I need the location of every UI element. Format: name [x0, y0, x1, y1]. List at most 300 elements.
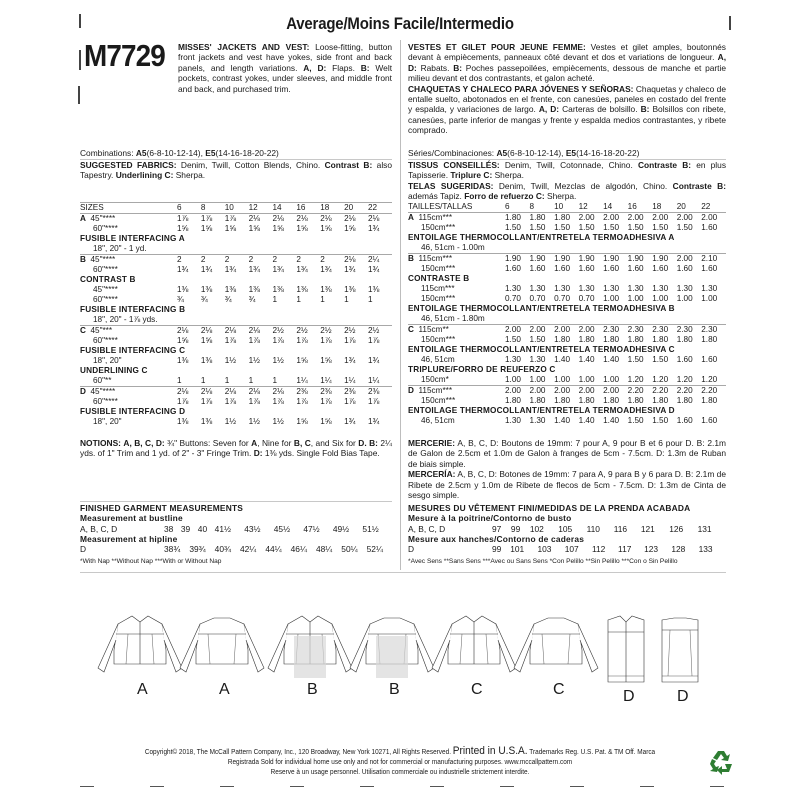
cell: 121 [640, 523, 655, 534]
cell: 1.00 [676, 294, 693, 303]
table-row [408, 254, 726, 265]
fabrics-fr-text: Denim, Twill, Cotonnade, Chino. [504, 160, 633, 170]
cell: 1.90 [628, 254, 653, 265]
cell: 1.20 [676, 375, 693, 384]
table-row [80, 315, 392, 326]
cell: 1⅜ [368, 285, 380, 294]
section-text: 46, 51cm - 1.00m [421, 243, 485, 252]
fabrics-es-contrast-label: Contraste B: [672, 180, 726, 191]
section-text: 18", 20" - 1⅞ yds. [93, 315, 158, 324]
cell: 1.00 [578, 375, 595, 384]
cell: 1⅜ [224, 285, 237, 294]
cell: 2⅛ [320, 214, 344, 225]
width-label: 60"**** [93, 224, 118, 233]
cell: 1.80 [652, 396, 669, 405]
cell: 1.30 [505, 416, 521, 425]
desc-spanish [408, 84, 726, 136]
desc-es-b-text: Bolsillos con ribete, canesúes, parte inferior de mangas y frente y espalda medios contrastantes, y ribete comprado. [408, 104, 727, 136]
fabrics-underlining-text: Sherpa. [175, 170, 206, 181]
cell: 1.60 [505, 264, 521, 273]
width-label: 45"**** [90, 214, 116, 223]
cell: 1⅞ [296, 336, 308, 345]
cell: 2¼ [368, 255, 392, 266]
printed-in-usa: Printed in U.S.A. [452, 745, 528, 757]
cell: 2.30 [701, 325, 726, 336]
cell: 2.00 [554, 386, 579, 397]
cell: 2⅜ [320, 387, 344, 398]
cell: 1¼ [344, 376, 356, 385]
cell: 1⅞ [248, 397, 261, 406]
table-row [80, 326, 392, 337]
cell: 1.50 [627, 355, 644, 364]
cell: 1⅝ [296, 356, 308, 365]
section-title: ENTOILAGE THERMOCOLLANT/ENTRETELA TERMOADHESIVA A [408, 233, 675, 242]
divider [80, 501, 392, 502]
cell: 1.80 [603, 335, 620, 344]
section-title: CONTRAST B [80, 275, 136, 284]
cell: 1.60 [578, 264, 595, 273]
cell: 1 [272, 376, 278, 385]
view-letter: D [80, 387, 86, 396]
cell: 1.50 [652, 355, 669, 364]
cell: 1.80 [530, 213, 555, 224]
illustration-b-back [350, 618, 434, 678]
fabrics-title: SUGGESTED FABRICS: [80, 160, 177, 170]
cell: 0.70 [505, 294, 521, 303]
cell: 2.00 [579, 325, 604, 336]
width-label: 150cm*** [421, 335, 456, 344]
cell: 1 [248, 376, 254, 385]
illustration-caption: B [307, 681, 318, 698]
notions-view: D. [358, 438, 367, 448]
width-label: 150cm* [421, 375, 449, 384]
cell: 2.00 [554, 325, 579, 336]
cell: 112 [591, 544, 606, 555]
desc-fr-ad-label: A, D: [408, 52, 727, 73]
cell: 1.90 [505, 254, 530, 265]
table-row [80, 387, 392, 398]
cell: 1.50 [505, 335, 521, 344]
cell: 1.00 [652, 294, 669, 303]
section-row [408, 233, 726, 243]
cell: 2.00 [505, 325, 530, 336]
notions-text: ¾" Buttons: Seven for [167, 438, 249, 448]
width-label: 115cm*** [418, 386, 453, 395]
section-title: FUSIBLE INTERFACING D [80, 407, 186, 416]
notions-view: B: [369, 438, 378, 448]
cell: 2⅛ [201, 387, 225, 398]
footer-line-1 [106, 746, 695, 758]
cell: 116 [613, 523, 628, 534]
cell: 2.20 [677, 386, 702, 397]
cell: 2.00 [505, 386, 530, 397]
cell: 1.50 [627, 416, 644, 425]
cell: 1⅞ [225, 214, 249, 225]
width-label: 115cm*** [418, 213, 453, 222]
cell: 2⅛ [177, 326, 201, 337]
section-text: 18", 20" - 1 yd. [93, 244, 147, 253]
desc-es-text: Chaquetas y chaleco de entalle suelto, abotonados en el frente, con canesúes, paneles en costado del frente y espalda, y variaciones de largo. [408, 83, 726, 115]
notions-view: B, C [293, 438, 311, 448]
cell: 1.00 [603, 294, 620, 303]
width-label: 60"**** [93, 295, 118, 304]
copyright-text: Copyright© 2018, The McCall Pattern Company, Inc., 120 Broadway, New York 10271, All Rights Reserved. [144, 749, 451, 756]
desc-es-title: CHAQUETAS Y CHALECO PARA JÓVENES Y SEÑORAS: [408, 83, 634, 94]
cell: 1½ [248, 356, 261, 365]
cell: 1 [272, 295, 278, 304]
registration-mark [729, 16, 731, 30]
table-row [80, 376, 392, 387]
cell: 1⅝ [344, 224, 356, 233]
cell: 1.00 [701, 294, 718, 303]
size-col: 12 [578, 202, 588, 211]
cell: 2 [225, 255, 249, 266]
trim-mark [430, 786, 444, 787]
cell: 110 [586, 523, 600, 534]
desc-fr-text: Vestes et gilet amples, boutonnés devant à empiècements, panneaux côté devant et dos et variations de longueur. [408, 42, 726, 63]
cell: 1½ [248, 417, 261, 426]
illustration-a-back [180, 618, 264, 672]
cell: 44¼ [265, 544, 282, 555]
sizes-label: TAILLES/TALLAS [408, 202, 473, 211]
cell: 1⅞ [201, 214, 225, 225]
registration-mark [79, 14, 81, 28]
cell: 1.80 [529, 396, 546, 405]
cell: 1.90 [554, 254, 579, 265]
combination-a5: A5 [135, 148, 147, 158]
width-label: 115cm** [418, 325, 449, 334]
cell: 1⅜ [272, 285, 284, 294]
cell: 2.00 [603, 213, 628, 224]
width-label: 150cm*** [421, 223, 456, 232]
cell: 2.00 [579, 386, 604, 397]
width-label: 46, 51cm [421, 416, 455, 425]
desc-en-b-text: Welt pockets, contrast yokes, under sleeves, and middle front and back, and purchased trim. [178, 62, 393, 94]
cell: 1.50 [554, 223, 570, 232]
cell: 1 [368, 295, 373, 304]
desc-en-b-label: B: [360, 62, 370, 73]
cell: 1.60 [701, 223, 718, 232]
cell: 1.80 [701, 335, 718, 344]
cell: 1⅞ [296, 397, 308, 406]
illustration-caption: C [471, 681, 483, 698]
section-title: ENTOILAGE THERMOCOLLANT/ENTRETELA TERMOADHESIVA D [408, 406, 675, 415]
illustration-caption: D [677, 688, 689, 705]
combination-a5-sizes: (6-8-10-12-14), [507, 148, 564, 158]
trim-mark [640, 786, 654, 787]
cell: 2 [177, 255, 201, 266]
combination-e5-sizes: (14-16-18-20-22) [215, 148, 279, 158]
cell: 2⅛ [368, 214, 392, 225]
cell: 2.00 [603, 386, 628, 397]
illustration-caption: D [623, 688, 635, 705]
cell: 1⅞ [224, 336, 237, 345]
measurements-title: MESURES DU VÊTEMENT FINI/MEDIDAS DE LA PRENDA ACABADA [408, 503, 691, 513]
fabrics-es-forro-label: Forro de refuerzo C: [464, 191, 545, 202]
table-row [80, 336, 392, 346]
cell: 1¼ [368, 376, 380, 385]
table-row [408, 213, 726, 224]
size-col: 6 [177, 203, 201, 214]
section-row [80, 275, 392, 285]
width-label: 115cm*** [421, 284, 455, 293]
cell: 2 [273, 255, 297, 266]
bust-label: Mesure à la poitrine/Contorno de busto [408, 513, 572, 524]
cell: 1⅝ [272, 224, 284, 233]
combinations-label: Séries/Combinaciones: [408, 148, 495, 158]
yardage-table-metric [408, 202, 726, 426]
combinations-label: Combinations: [80, 148, 134, 158]
cell: 2.20 [652, 386, 677, 397]
cell: 1.50 [652, 223, 669, 232]
cell: 2.10 [701, 254, 726, 265]
illustration-caption: C [553, 681, 565, 698]
bust-label: Measurement at bustline [80, 513, 183, 524]
yardage-table-imperial [80, 202, 392, 427]
cell: 2 [296, 255, 320, 266]
cell: ¾ [200, 295, 208, 304]
cell: 1⅜ [200, 285, 213, 294]
cell: 1.50 [578, 223, 595, 232]
size-col: 8 [529, 202, 535, 211]
table-row [80, 255, 392, 266]
cell: 1.60 [701, 355, 718, 364]
notions-views: A, B, C, D: [123, 438, 165, 448]
table-row [80, 244, 392, 255]
suggested-fabrics-en [80, 160, 392, 181]
cell: 1 [177, 376, 182, 385]
cell: 1¼ [320, 376, 332, 385]
table-row [80, 295, 392, 305]
cell: 1¾ [344, 265, 356, 274]
cell: 45½ [273, 523, 291, 534]
cell: 41½ [214, 523, 231, 534]
measurements-title: FINISHED GARMENT MEASUREMENTS [80, 503, 244, 513]
cell: ¾ [248, 295, 256, 304]
cell: 2⅛ [273, 387, 297, 398]
cell: 1.80 [554, 396, 570, 405]
cell: 40¾ [214, 544, 231, 555]
size-col: 22 [368, 203, 392, 214]
cell: 99 [492, 544, 502, 555]
desc-fr-ad-text: Rabats. [420, 62, 450, 73]
width-label: 60"**** [93, 265, 118, 274]
cell: 1⅞ [368, 397, 380, 406]
cell: 1.90 [652, 254, 677, 265]
cell: 1.30 [652, 284, 669, 293]
cell: 1.50 [627, 223, 644, 232]
combination-e5: E5 [565, 148, 577, 158]
cell: 1⅞ [177, 397, 189, 406]
hip-label: Measurement at hipline [80, 533, 178, 544]
cell: 2 [320, 255, 344, 266]
cell: 1⅞ [368, 336, 380, 345]
cell: 1⅝ [320, 417, 332, 426]
fabrics-es-text: Denim, Twill, Mezclas de algodón, Chino. [498, 180, 668, 191]
cell: 1¾ [272, 265, 284, 274]
width-label: 45"**** [93, 285, 118, 294]
cell: 1⅜ [177, 417, 189, 426]
combination-e5-sizes: (14-16-18-20-22) [576, 148, 640, 158]
table-row [408, 264, 726, 274]
size-col: 16 [296, 203, 320, 214]
cell: 1.80 [701, 396, 718, 405]
table-row [80, 224, 392, 234]
cell: 1¾ [296, 265, 308, 274]
view-letter: B [80, 255, 86, 264]
cell: ¾ [224, 295, 232, 304]
table-row [408, 284, 726, 294]
table-row [408, 386, 726, 397]
cell: 2 [249, 255, 273, 266]
table-row [408, 544, 726, 554]
width-label: 18", 20" [93, 417, 122, 426]
cell: 0.70 [554, 294, 570, 303]
cell: 1⅝ [296, 224, 308, 233]
cell: 1¾ [344, 356, 356, 365]
cell: 1¾ [200, 265, 213, 274]
finished-measurements-en [80, 503, 392, 568]
notions-view: D: [253, 448, 263, 459]
table-row [80, 417, 392, 427]
fabrics-contrast-label: Contrast B: [324, 160, 373, 170]
cell: 1.80 [627, 396, 644, 405]
desc-en-title: MISSES' JACKETS AND VEST: [178, 42, 310, 52]
cell: 1¾ [344, 417, 356, 426]
garment-illustrations [0, 600, 800, 740]
fabrics-french [408, 160, 726, 181]
cell: 2½ [368, 326, 392, 337]
cell: 2.30 [677, 325, 702, 336]
suggested-fabrics-fr-es [408, 160, 726, 202]
fabrics-contrast-text: also Tapestry. [80, 160, 393, 181]
cell: 2⅛ [249, 326, 273, 337]
cell: 2.00 [677, 254, 702, 265]
fabrics-fr-contrast-label: Contraste B: [637, 160, 692, 170]
cell: 1.80 [627, 335, 644, 344]
desc-en-text: Loose-fitting, button front jackets and vest have yokes, side front and back panels, and length variations. [178, 42, 393, 73]
cell: 1.40 [603, 416, 620, 425]
row-label [80, 255, 177, 266]
cell: 1⅝ [320, 356, 332, 365]
divider [80, 572, 726, 573]
table-row [408, 314, 726, 325]
fabrics-es-contrast-text: además Tapiz. [408, 191, 462, 202]
cell: 1.40 [578, 355, 595, 364]
cell: 42¼ [239, 544, 257, 555]
cell: 2.20 [628, 386, 653, 397]
cell: 1.60 [627, 264, 644, 273]
desc-fr-b-label: B: [453, 62, 463, 73]
desc-fr-title: VESTES ET GILET POUR JEUNE FEMME: [408, 42, 586, 52]
width-label: 115cm*** [418, 254, 453, 263]
combination-a5-sizes: (6-8-10-12-14), [146, 148, 203, 158]
illustration-caption: B [389, 681, 400, 698]
size-col: 18 [652, 202, 662, 211]
width-label: 150cm*** [421, 264, 456, 273]
trim-mark [500, 786, 514, 787]
cell: 1⅜ [200, 417, 213, 426]
cell: 1⅝ [200, 336, 213, 345]
cell: 0.70 [529, 294, 546, 303]
nap-footnote: *With Nap **Without Nap ***With or Without Nap [80, 558, 222, 566]
size-col: 20 [344, 203, 368, 214]
cell: 128 [671, 544, 686, 555]
notions-text: 1⅜ yds. Single Fold Bias Tape. [264, 448, 380, 459]
illustration-caption: A [137, 681, 148, 698]
cell: 2.00 [677, 213, 702, 224]
cell: 1.30 [578, 284, 595, 293]
cell: 2½ [320, 326, 344, 337]
cell: 97 [492, 523, 502, 534]
table-row [408, 524, 726, 534]
cell: 1.30 [529, 284, 546, 293]
cell: 1.00 [529, 375, 546, 384]
difficulty-title: Average/Moins Facile/Intermedio [286, 14, 514, 33]
size-col: 8 [201, 203, 225, 214]
cell: 1.80 [578, 335, 595, 344]
footer-line-2: Registrada Sold for individual home use only and not for commercial or manufacturing purposes. www.mccallpattern.com [227, 759, 573, 766]
cell: 101 [510, 544, 525, 555]
cell: 52¼ [366, 544, 383, 555]
cell: 2⅛ [296, 214, 320, 225]
table-row [408, 243, 726, 254]
notions-text: , and Six for [310, 438, 356, 448]
trim-mark [150, 786, 164, 787]
mercerie-fr [408, 438, 726, 469]
cell: 1.90 [603, 254, 628, 265]
cell: 2⅛ [201, 326, 225, 337]
cell: 2⅛ [177, 387, 201, 398]
merceria-title: MERCERÍA: [408, 469, 456, 480]
cell: 1.60 [676, 416, 693, 425]
width-label: 150cm*** [421, 294, 456, 303]
cell: 2 [201, 255, 225, 266]
fabrics-fr-title: TISSUS CONSEILLÉS: [408, 160, 500, 170]
width-label: 18", 20" [93, 356, 122, 365]
cell: 1 [320, 295, 325, 304]
width-label: 46, 51cm [421, 355, 455, 364]
cell: 50¼ [341, 544, 358, 555]
view-letter: A [408, 213, 414, 222]
section-title: FUSIBLE INTERFACING B [80, 305, 186, 314]
table-row [80, 524, 392, 534]
row-label [80, 214, 177, 225]
cell: 1⅞ [344, 397, 356, 406]
cell: 1.90 [579, 254, 604, 265]
cell: 2½ [344, 326, 368, 337]
cell: ¾ [177, 295, 184, 304]
cell: 49½ [332, 523, 350, 534]
fabrics-text: Denim, Twill, Cotton Blends, Chino. [180, 160, 321, 170]
footer-line-3: Reserve à un usage personnel. Utilisation commerciale ou industrielle strictement interdite. [270, 769, 530, 776]
cell: 1.60 [652, 264, 669, 273]
table-row [80, 285, 392, 295]
fabrics-fr-triplure-label: Triplure C: [450, 170, 493, 181]
cell: 1⅜ [177, 285, 189, 294]
cell: 48¼ [315, 544, 333, 555]
cell: 107 [564, 544, 579, 555]
section-title: ENTOILAGE THERMOCOLLANT/ENTRETELA TERMOADHESIVA B [408, 304, 675, 313]
sizes-header-row [408, 202, 726, 213]
cell: 1.80 [505, 213, 530, 224]
illustration-a-front [98, 616, 182, 672]
illustration-c-front [432, 616, 516, 672]
illustration-c-back [514, 618, 598, 672]
section-title: FUSIBLE INTERFACING C [80, 346, 186, 355]
width-label: 60"** [93, 376, 112, 385]
cell: 2.00 [579, 213, 604, 224]
